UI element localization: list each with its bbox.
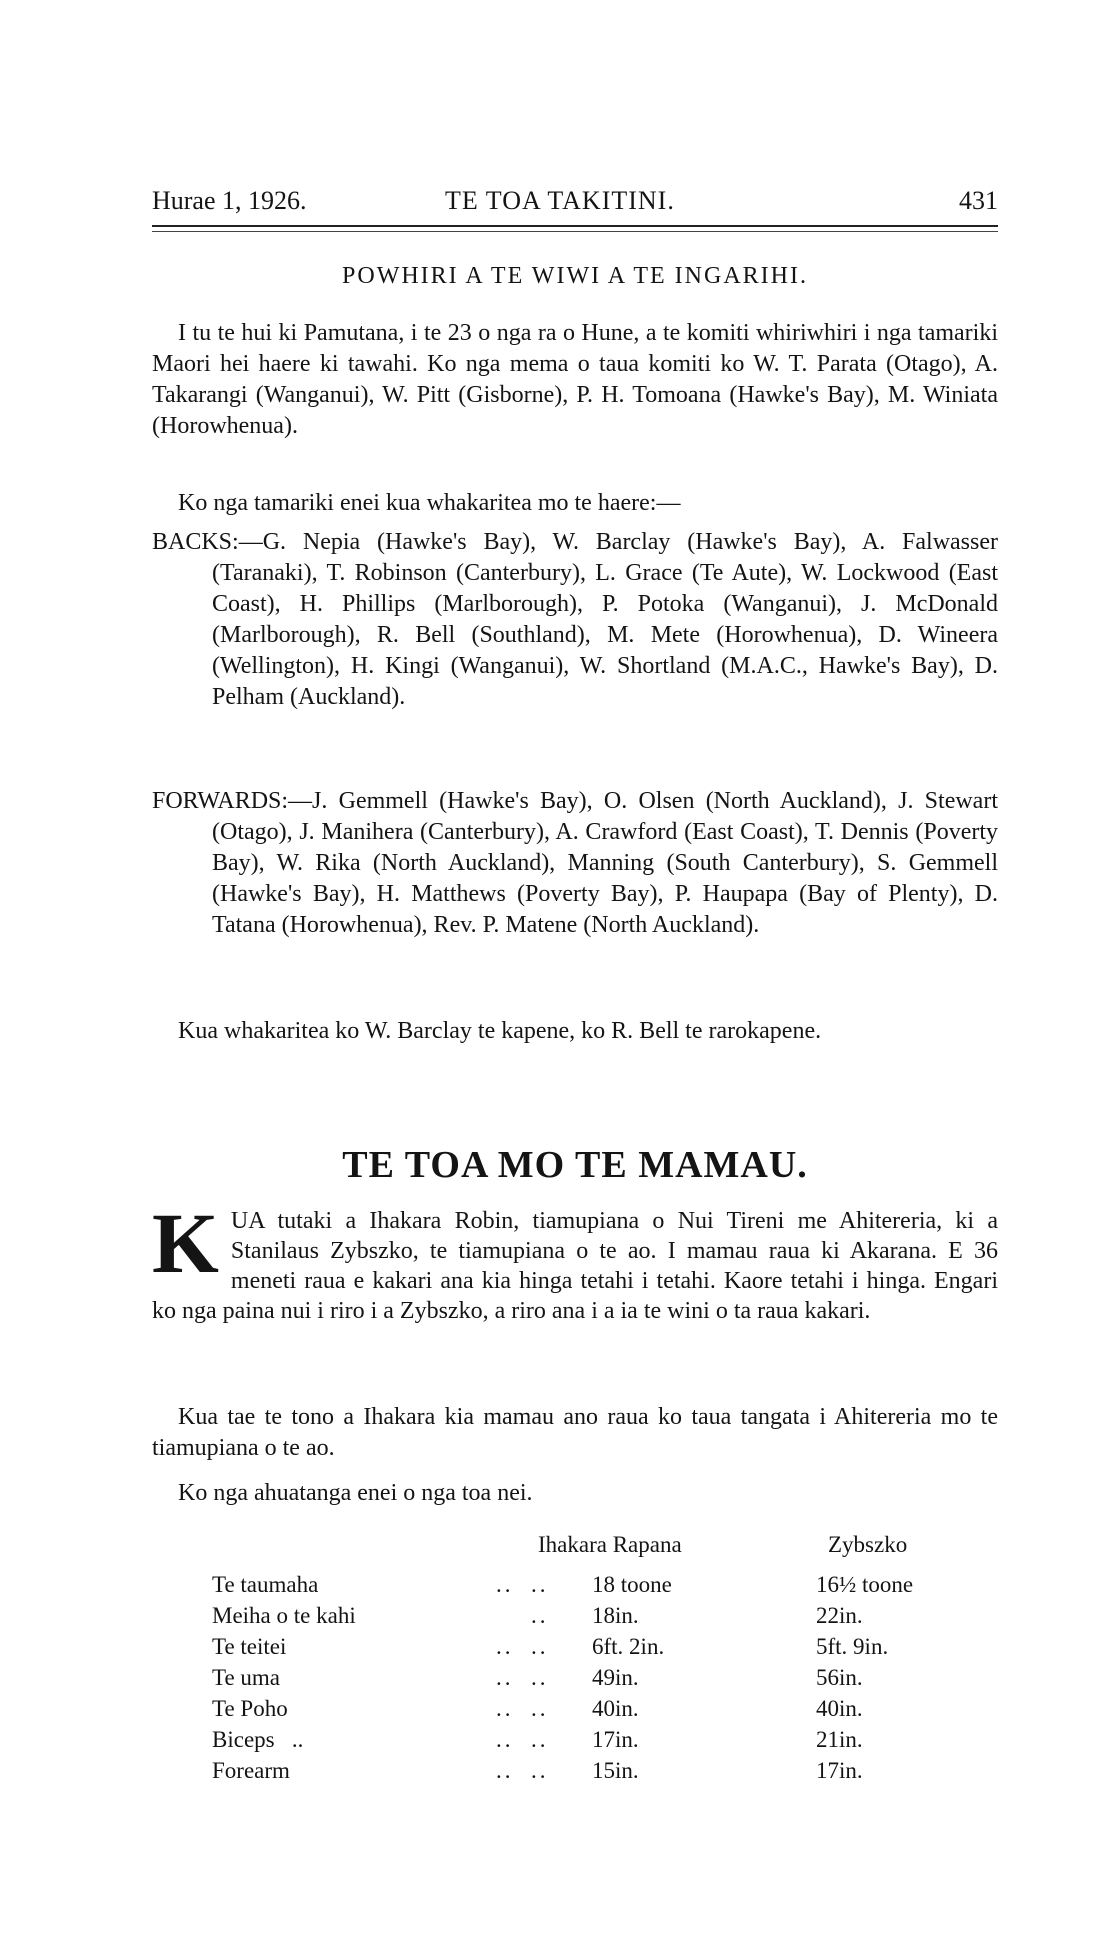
cell-value: 22in. [816, 1603, 863, 1628]
table-row [152, 1727, 998, 1758]
row-label: Te taumaha [212, 1572, 319, 1597]
table-row [152, 1603, 998, 1634]
cell-value: 15in. [592, 1758, 639, 1783]
forwards-list: FORWARDS:—J. Gemmell (Hawke's Bay), O. Olsen (North Auckland), J. Stewart (Otago), J. Manihera (Canterbury), A. Crawford (East Coast), T. Dennis (Poverty Bay), W. Rika (North Auckland), Manning (South Canterbury), S. Gemmell (Hawke's Bay), H. Matthews (Poverty Bay), P. Haupapa (Bay of Plenty), D. Tatana (Horowhenua), Rev. P. Matene (North Auckland). [152, 788, 998, 938]
column-header: Ihakara Rapana [538, 1532, 682, 1557]
leader-dots: .. [496, 1603, 549, 1628]
table-row [152, 1634, 998, 1665]
row-label: Forearm [212, 1758, 290, 1783]
cell-value: 16½ toone [816, 1572, 914, 1597]
paragraph: Kua tae te tono a Ihakara kia mamau ano raua ko taua tangata i Ahitereria mo te tiamupiana o te ao. [152, 1404, 998, 1461]
row-label: Meiha o te kahi [212, 1603, 356, 1628]
section-heading: POWHIRI A TE WIWI A TE INGARIHI. [342, 263, 808, 289]
paragraph-with-dropcap [152, 1195, 998, 1326]
paragraph: Ko nga tamariki enei kua whakaritea mo te haere:— [178, 490, 681, 516]
running-header [152, 186, 998, 216]
table-row [152, 1572, 998, 1603]
row-label: Te Poho [212, 1696, 288, 1721]
cell-value: 49in. [592, 1665, 639, 1690]
leader-dots: .. .. [496, 1696, 549, 1721]
table-row [152, 1665, 998, 1696]
row-label: Te teitei [212, 1634, 287, 1659]
header-title: TE TOA TAKITINI. [445, 186, 675, 215]
leader-dots: .. .. [496, 1727, 549, 1752]
table-row [152, 1696, 998, 1727]
leader-dots: .. .. [496, 1572, 549, 1597]
cell-value: 5ft. 9in. [816, 1634, 889, 1659]
leader-dots: .. .. [496, 1634, 549, 1659]
cell-value: 18in. [592, 1603, 639, 1628]
header-date: Hurae 1, 1926. [152, 186, 307, 215]
cell-value: 17in. [592, 1727, 639, 1752]
backs-list: BACKS:—G. Nepia (Hawke's Bay), W. Barclay (Hawke's Bay), A. Falwasser (Taranaki), T. Robinson (Canterbury), L. Grace (Te Aute), W. Lockwood (East Coast), H. Phillips (Marlborough), P. Potoka (Wanganui), J. McDonald (Marlborough), R. Bell (Southland), M. Mete (Horowhenua), D. Wineera (Wellington), H. Kingi (Wanganui), W. Shortland (M.A.C., Hawke's Bay), D. Pelham (Auckland). [152, 529, 998, 710]
paragraph-text: UA tutaki a Ihakara Robin, tiamupiana o Nui Tireni me Ahitereria, ki a Stanilaus Zybszko, te tiamupiana o te ao. I mamau raua ki Akarana. E 36 meneti raua e kakari ana kia hinga tetahi i tetahi. Kaore tetahi i hinga. Engari ko nga paina nui i riro i a Zybszko, a riro ana i a ia te wini o ta raua kakari. [152, 1208, 998, 1324]
cell-value: 40in. [816, 1696, 863, 1721]
cell-value: 40in. [592, 1696, 639, 1721]
cell-value: 17in. [816, 1758, 863, 1783]
cell-value: 6ft. 2in. [592, 1634, 665, 1659]
page-number: 431 [959, 186, 998, 215]
cell-value: 21in. [816, 1727, 863, 1752]
header-rule-thin [152, 231, 998, 232]
leader-dots: .. .. [496, 1758, 549, 1783]
cell-value: 56in. [816, 1665, 863, 1690]
cell-value: 18 toone [592, 1572, 672, 1597]
paragraph: Kua whakaritea ko W. Barclay te kapene, ko R. Bell te rarokapene. [178, 1018, 822, 1044]
drop-cap: K [152, 1195, 219, 1291]
comparison-table [152, 1532, 998, 1789]
column-header: Zybszko [828, 1532, 908, 1557]
row-label: Te uma [212, 1665, 281, 1690]
leader-dots: .. .. [496, 1665, 549, 1690]
paragraph: I tu te hui ki Pamutana, i te 23 o nga ra o Hune, a te komiti whiriwhiri i nga tamariki Maori hei haere ki tawahi. Ko nga mema o taua komiti ko W. T. Parata (Otago), A. Takarangi (Wanganui), W. Pitt (Gisborne), P. H. Tomoana (Hawke's Bay), M. Winiata (Horowhenua). [152, 320, 998, 439]
article-heading: TE TOA MO TE MAMAU. [342, 1144, 808, 1186]
row-label: Biceps .. [212, 1727, 304, 1752]
header-rule [152, 225, 998, 227]
table-row [152, 1758, 998, 1789]
paragraph: Ko nga ahuatanga enei o nga toa nei. [178, 1480, 533, 1506]
table-header-row [152, 1532, 998, 1572]
